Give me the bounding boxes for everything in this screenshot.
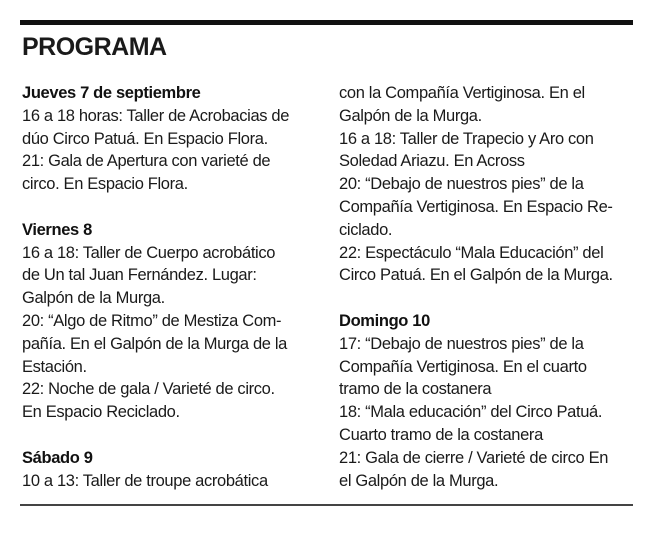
event-line: 17: “Debajo de nuestros pies” de la — [339, 334, 584, 353]
event-line: ciclado. — [339, 220, 393, 239]
section-gap — [22, 424, 318, 447]
event-line: Compañía Vertiginosa. En el cuarto — [339, 357, 587, 376]
section-sabado-continued — [339, 82, 634, 287]
event-line: 20: “Algo de Ritmo” de Mestiza Com- — [22, 311, 282, 330]
day-heading-sabado: Sábado 9 — [22, 448, 93, 467]
event-line: 16 a 18 horas: Taller de Acrobacias de — [22, 106, 290, 125]
event-line: Compañía Vertiginosa. En Espacio Re- — [339, 197, 613, 216]
event-line: tramo de la costanera — [339, 380, 492, 399]
day-heading-viernes: Viernes 8 — [22, 220, 92, 239]
event-line: 22: Espectáculo “Mala Educación” del — [339, 243, 604, 262]
event-line: 18: “Mala educación” del Circo Patuá. — [339, 403, 603, 422]
event-line: En Espacio Reciclado. — [22, 403, 180, 422]
day-heading-jueves: Jueves 7 de septiembre — [22, 84, 201, 102]
event-line: 22: Noche de gala / Varieté de circo. — [22, 380, 275, 399]
event-line: Circo Patuá. En el Galpón de la Murga. — [339, 266, 613, 285]
left-column — [22, 82, 318, 492]
programa-title: PROGRAMA — [22, 33, 167, 61]
event-line: de Un tal Juan Fernández. Lugar: — [22, 266, 257, 285]
event-line: Cuarto tramo de la costanera — [339, 425, 543, 444]
day-heading-domingo: Domingo 10 — [339, 311, 430, 330]
event-line: 21: Gala de Apertura con varieté de — [22, 152, 271, 171]
event-line: con la Compañía Vertiginosa. En el — [339, 84, 585, 102]
section-gap — [22, 196, 318, 219]
section-gap — [339, 287, 634, 310]
event-line: Estación. — [22, 357, 87, 376]
event-line: 10 a 13: Taller de troupe acrobática — [22, 471, 268, 490]
event-line: 21: Gala de cierre / Varieté de circo En — [339, 448, 609, 467]
section-sabado — [22, 447, 318, 493]
section-viernes — [22, 219, 318, 424]
right-column — [339, 82, 634, 492]
section-domingo — [339, 310, 634, 492]
event-line: 16 a 18: Taller de Cuerpo acrobático — [22, 243, 276, 262]
event-line: Galpón de la Murga. — [339, 106, 482, 125]
event-line: 20: “Debajo de nuestros pies” de la — [339, 175, 584, 194]
event-line: dúo Circo Patuá. En Espacio Flora. — [22, 129, 268, 148]
event-line: circo. En Espacio Flora. — [22, 175, 188, 194]
event-line: pañía. En el Galpón de la Murga de la — [22, 334, 287, 353]
section-jueves — [22, 82, 318, 196]
event-line: el Galpón de la Murga. — [339, 471, 499, 490]
event-line: Galpón de la Murga. — [22, 289, 165, 308]
bottom-rule — [20, 504, 633, 506]
event-line: 16 a 18: Taller de Trapecio y Aro con — [339, 129, 594, 148]
top-rule — [20, 20, 633, 25]
event-line: Soledad Ariazu. En Across — [339, 152, 525, 171]
